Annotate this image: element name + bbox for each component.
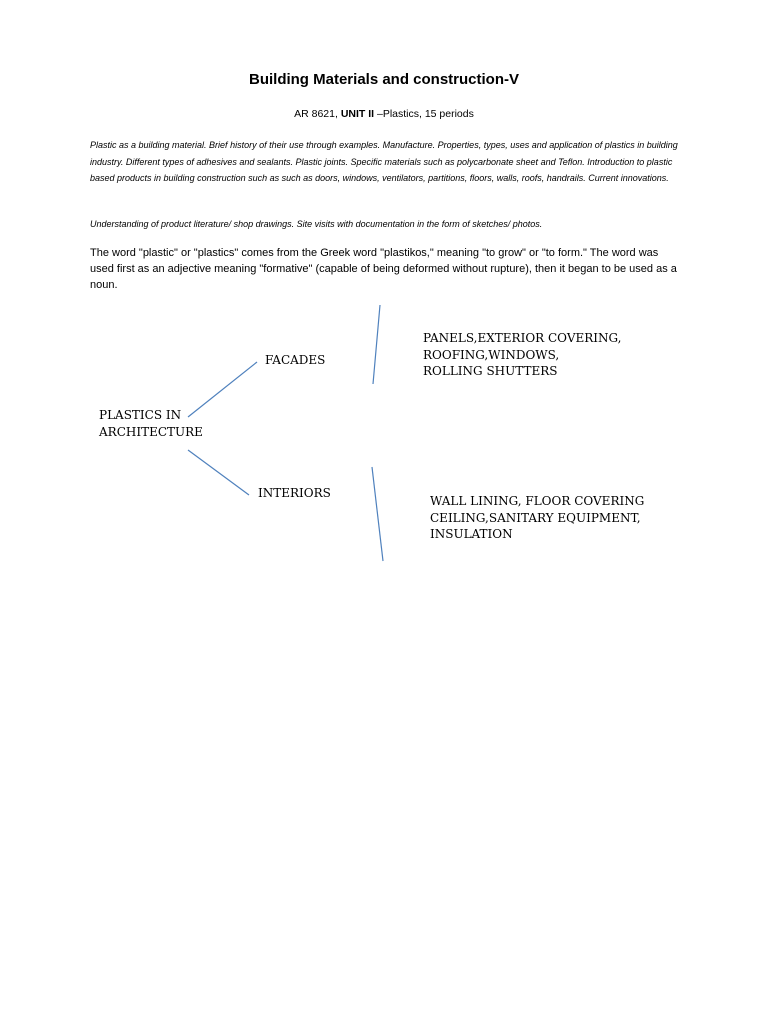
facades-item-2: ROOFING,WINDOWS, bbox=[423, 347, 560, 362]
interiors-items bbox=[430, 493, 644, 543]
facades-items bbox=[423, 330, 622, 380]
syllabus-paragraph-2: Understanding of product literature/ shop drawings. Site visits with documentation in the form of sketches/ photos. bbox=[90, 219, 543, 229]
connector-root-interiors bbox=[188, 450, 249, 495]
connector-interiors-bracket bbox=[372, 467, 383, 561]
root-node-line-1: PLASTICS IN bbox=[99, 408, 182, 422]
root-node bbox=[99, 407, 203, 440]
intro-paragraph: The word "plastic" or "plastics" comes from the Greek word "plastikos," meaning "to grow" or "to form." The word was used first as an adjective meaning "formative" (capable of being deformed without rupture), then it began to be used as a noun. bbox=[90, 247, 677, 291]
subtitle-rest: –Plastics, 15 periods bbox=[374, 108, 474, 120]
connector-facades-bracket bbox=[373, 305, 380, 384]
facades-item-1: PANELS,EXTERIOR COVERING, bbox=[423, 331, 622, 345]
root-node-line-2: ARCHITECTURE bbox=[99, 424, 203, 439]
syllabus-paragraph-1: Plastic as a building material. Brief history of their use through examples. Manufacture. Properties, types, uses and application of plastics in building industry. Different types of adhesives and sealants. Plastic joints. Specific materials such as polycarbonate sheet and Teflon. Introduction to plastic based products in building construction such as such as doors, windows, ventilators, partitions, floors, walls, roofs, handrails. Current innovations. bbox=[90, 140, 678, 183]
document-title: Building Materials and construction-V bbox=[248, 71, 520, 88]
facades-node: FACADES bbox=[265, 353, 326, 367]
interiors-item-2: CEILING,SANITARY EQUIPMENT, bbox=[430, 510, 641, 525]
interiors-item-3: INSULATION bbox=[430, 527, 513, 541]
subtitle-code: AR 8621, bbox=[294, 108, 341, 120]
interiors-node: INTERIORS bbox=[258, 486, 331, 500]
interiors-item-1: WALL LINING, FLOOR COVERING bbox=[430, 494, 645, 508]
facades-item-3: ROLLING SHUTTERS bbox=[423, 364, 558, 378]
subtitle-unit: UNIT II bbox=[340, 108, 375, 120]
